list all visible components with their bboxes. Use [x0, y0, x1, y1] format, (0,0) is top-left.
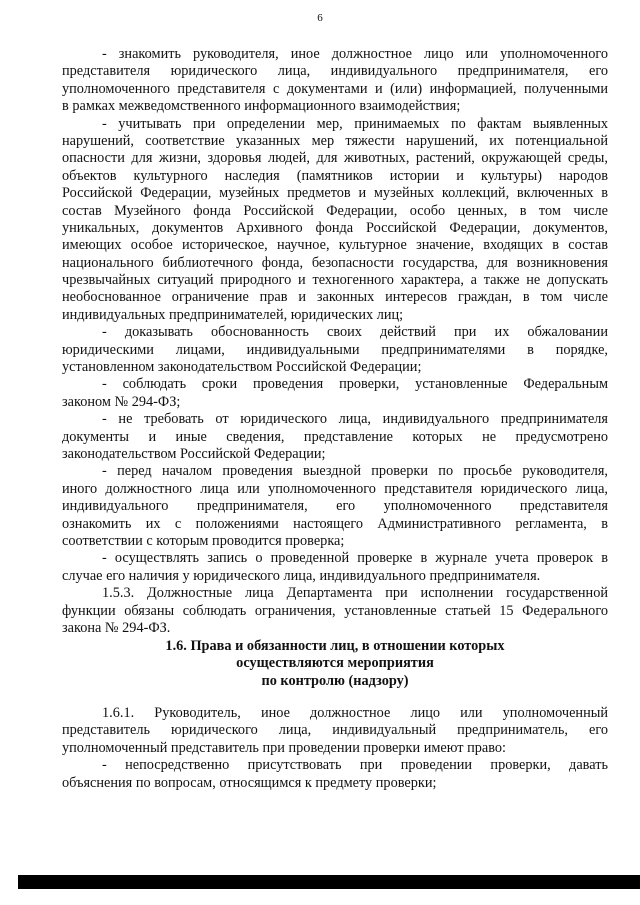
- body-text-obligations: [62, 46, 608, 637]
- text-line: уполномоченный представитель при проведении проверки имеют право:: [62, 739, 506, 756]
- text-line: 1.6.1. Руководитель, иное должностное лицо или уполномоченный: [102, 705, 608, 721]
- text-line: случае его наличия у юридического лица, индивидуального предпринимателя.: [62, 567, 541, 584]
- text-line: уникальных, документов Архивного фонда Российской Федерации, документов,: [62, 219, 608, 236]
- text-line: уполномоченного представителя с документами и (или) информацией, полученными: [62, 80, 608, 97]
- text-line: - не требовать от юридического лица, индивидуального предпринимателя: [102, 411, 608, 428]
- heading-line: 1.6. Права и обязанности лиц, в отношении которых: [165, 638, 505, 654]
- text-line: функции обязаны соблюдать ограничения, установленные статьей 15 Федерального: [62, 602, 608, 619]
- heading-line: по контролю (надзору): [261, 672, 409, 689]
- text-line: состав Музейного фонда Российской Федерации, особо ценных, в том числе: [62, 202, 608, 219]
- text-line: в рамках межведомственного информационного взаимодействия;: [62, 98, 461, 115]
- text-line: иного должностного лица или уполномоченного представителя юридического лица,: [62, 480, 608, 497]
- section-heading-1-6: [62, 638, 608, 690]
- text-line: индивидуальных предпринимателей, юридических лиц;: [62, 306, 404, 323]
- text-line: Российской Федерации, музейных предметов и музейных коллекций, включенных в: [62, 185, 608, 202]
- text-line: индивидуального предпринимателя, его уполномоченного представителя: [62, 498, 608, 515]
- scan-edge-bar: [18, 875, 640, 889]
- text-line: - соблюдать сроки проведения проверки, установленные Федеральным: [102, 376, 608, 393]
- page-number: 6: [317, 12, 323, 24]
- heading-line: осуществляются мероприятия: [236, 655, 434, 672]
- text-line: чрезвычайных ситуаций природного и техногенного характера, а также не допускать: [62, 272, 608, 289]
- body-text-rights: [62, 705, 608, 792]
- text-line: объяснения по вопросам, относящимся к предмету проверки;: [62, 774, 437, 791]
- text-line: необоснованное ограничение прав и законных интересов граждан, в том числе: [62, 289, 608, 306]
- text-line: национального библиотечного фонда, безопасности государства, для возникновения: [62, 254, 608, 271]
- text-line: - знакомить руководителя, иное должностное лицо или уполномоченного: [102, 46, 608, 62]
- text-line: объектов культурного наследия (памятников истории и культуры) народов: [62, 167, 608, 184]
- text-line: - доказывать обоснованность своих действий при их обжаловании: [102, 324, 608, 341]
- text-line: - учитывать при определении мер, принимаемых по фактам выявленных: [102, 115, 608, 132]
- text-line: установленном законодательством Российской Федерации;: [62, 359, 422, 376]
- text-line: законом № 294-ФЗ;: [62, 393, 181, 410]
- text-line: нарушений, соответствие указанных мер тяжести нарушений, их потенциальной: [62, 132, 608, 149]
- text-line: ознакомить их с положениями настоящего Административного регламента, в: [62, 515, 608, 532]
- text-line: опасности для жизни, здоровья людей, для животных, растений, окружающей среды,: [62, 150, 608, 167]
- text-line: - осуществлять запись о проведенной проверке в журнале учета проверок в: [102, 550, 608, 567]
- text-line: законодательством Российской Федерации;: [62, 445, 326, 462]
- text-line: 1.5.3. Должностные лица Департамента при исполнении государственной: [102, 585, 608, 602]
- text-line: имеющих особое историческое, научное, культурное значение, входящих в состав: [62, 237, 608, 254]
- text-line: юридическими лицами, индивидуальными предпринимателями в порядке,: [62, 341, 608, 358]
- text-line: соответствии с которым проводится проверка;: [62, 532, 345, 549]
- text-line: - непосредственно присутствовать при проведении проверки, давать: [102, 757, 608, 774]
- text-line: - перед началом проведения выездной проверки по просьбе руководителя,: [102, 463, 608, 480]
- text-line: представитель юридического лица, индивидуальный предприниматель, его: [62, 722, 608, 739]
- text-line: закона № 294-ФЗ.: [62, 619, 171, 636]
- text-line: представителя юридического лица, индивидуального предпринимателя, его: [62, 63, 608, 80]
- text-line: документы и иные сведения, представление которых не предусмотрено: [62, 428, 608, 445]
